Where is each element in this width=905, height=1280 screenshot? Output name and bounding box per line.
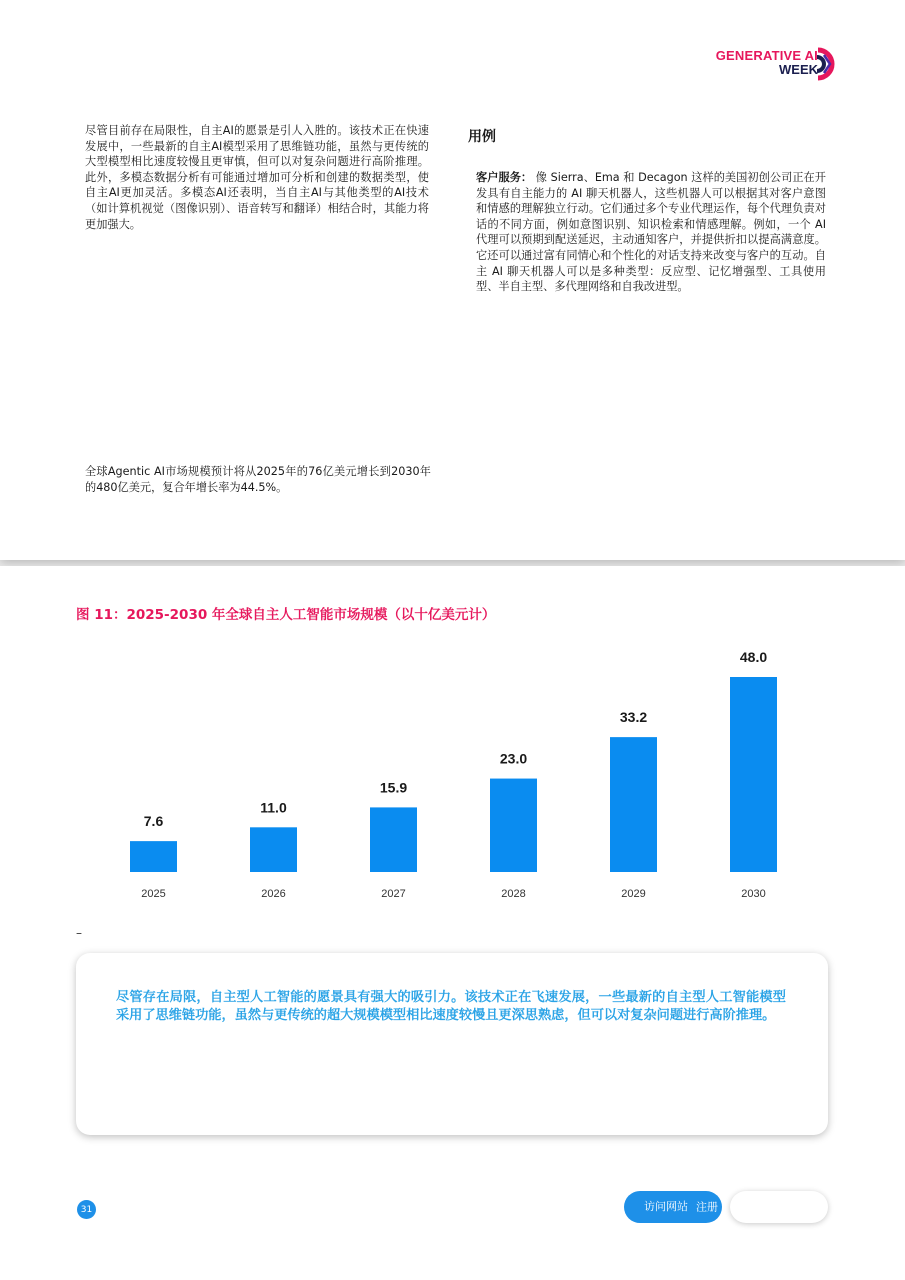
dash-mark: – [76,926,82,940]
chart-title: 图 11：2025-2030 年全球自主人工智能市场规模（以十亿美元计） [76,607,496,623]
x-tick-2025: 2025 [141,888,166,900]
x-tick-2028: 2028 [501,888,526,900]
logo-line-2: WEEK [779,62,818,77]
use-case-label: 客户服务： [476,171,533,184]
page-number-badge: 31 [77,1200,96,1219]
page-top [0,0,905,560]
use-case-text: 像 Sierra、Ema 和 Decagon 这样的美国初创公司正在开发具有自主能力的 AI 聊天机器人，这些机器人可以根据其对客户意图和情感的理解独立行动。它们通过多个专业代理运作，每个代理负责对话的不同方面，例如意图识别、知识检索和情感理解。例如，一个 AI 代理可以预期到配送延迟，主动通知客户，并提供折扣以提高满意度。它还可以通过富有同情心和个性化的对话支持来改变与客户的互动。自主 AI 聊天机器人可以是多种类型：反应型、记忆增强型、工具使用型、半自主型、多代理网络和自我改进型。 [476,171,826,294]
logo-swirl-icon [814,46,840,82]
bar-2028 [490,779,537,872]
logo-line-1: GENERATIVE AI [715,48,818,63]
data-label-2030: 48.0 [739,649,768,665]
quote-box [76,953,828,1135]
bar-2025 [130,841,177,872]
generative-ai-week-logo [700,44,840,84]
market-size-bar-chart [0,566,905,906]
register-button[interactable] [730,1191,828,1223]
quote-text: 尽管存在局限，自主型人工智能的愿景具有强大的吸引力。该技术正在飞速发展，一些最新的自主型人工智能模型采用了思维链功能，虽然与更传统的超大规模模型相比速度较慢且更深思熟虑，但可以对复杂问题进行高阶推理。 [116,990,786,1023]
data-label-2025: 7.6 [143,813,164,830]
bar-2030 [730,677,777,872]
bar-2026 [250,827,297,872]
data-label-2027: 15.9 [379,779,408,796]
use-cases-heading: 用例 [468,129,496,145]
use-case-customer-service [476,170,826,295]
data-label-2029: 33.2 [619,709,648,726]
data-label-2026: 11.0 [260,799,287,816]
x-tick-2027: 2027 [381,888,406,900]
visit-website-label: 访问网站 [644,1200,688,1213]
x-tick-2030: 2030 [741,888,766,900]
register-label-overlay: 注册 [696,1200,718,1214]
x-tick-2026: 2026 [261,888,286,900]
data-label-2028: 23.0 [499,750,528,767]
bar-2027 [370,807,417,872]
bar-2029 [610,737,657,872]
intro-paragraph: 尽管目前存在局限性，自主AI的愿景是引人入胜的。该技术正在快速发展中，一些最新的自主AI模型采用了思维链功能，虽然与更传统的大型模型相比速度较慢且更审慎，但可以对复杂问题进行高阶推理。此外，多模态数据分析有可能通过增加可分析和创建的数据类型，使自主AI更加灵活。多模态AI还表明，当自主AI与其他类型的AI技术（如计算机视觉（图像识别）、语音转写和翻译）相结合时，其能力将更加强大。 [85,124,429,231]
market-size-paragraph: 全球Agentic AI市场规模预计将从2025年的76亿美元增长到2030年的480亿美元，复合年增长率为44.5%。 [85,465,431,494]
x-tick-2029: 2029 [621,888,646,900]
